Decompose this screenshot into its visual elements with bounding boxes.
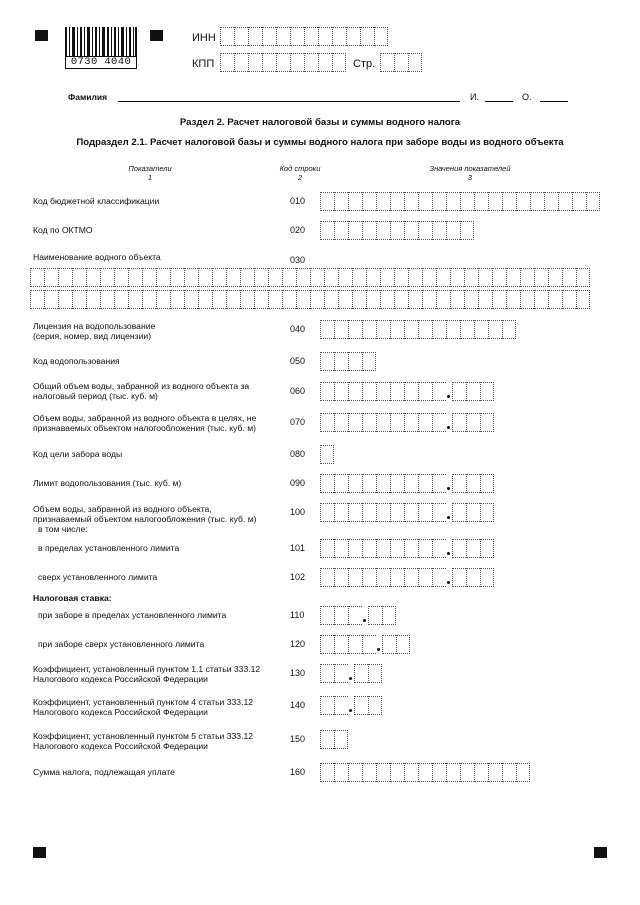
column-header-indicators: Показатели 1 xyxy=(128,164,172,182)
row-label-080: Код цели забора воды xyxy=(33,449,123,459)
corner-marker-top-right xyxy=(150,30,163,41)
field-160[interactable] xyxy=(320,763,530,782)
field-050[interactable] xyxy=(320,352,376,371)
row-label-100: Объем воды, забранной из водного объекта, признаваемый объектом налогообложения (тыс. куб. м) в том числе: xyxy=(33,504,257,534)
row-code-060: 060 xyxy=(290,386,306,396)
row-label-070: Объем воды, забранной из водного объекта в целях, не признаваемых объектом налогообложения (тыс. куб. м) xyxy=(33,413,257,433)
row-label-140: Коэффициент, установленный пунктом 4 статьи 333.12 Налогового кодекса Российской Федерации xyxy=(33,697,254,717)
page-label: Стр. xyxy=(353,58,376,70)
row-label-060: Общий объем воды, забранной из водного объекта за налоговый период (тыс. куб. м) xyxy=(33,381,250,401)
row-label-020: Код по ОКТМО xyxy=(33,225,93,235)
inn-label: ИНН xyxy=(192,32,216,44)
barcode-bars-icon xyxy=(65,27,137,57)
row-label-150: Коэффициент, установленный пунктом 5 статьи 333.12 Налогового кодекса Российской Федерации xyxy=(33,731,254,751)
field-120[interactable] xyxy=(320,635,410,654)
corner-marker-bottom-right xyxy=(594,847,607,858)
column-header-code: Код строки 2 xyxy=(279,164,321,182)
row-label-120: при заборе сверх установленного лимита xyxy=(38,639,205,649)
field-100[interactable] xyxy=(320,503,494,522)
initial-o-label: О. xyxy=(522,92,532,102)
tax-rate-heading: Налоговая ставка: xyxy=(33,593,112,603)
row-label-030: Наименование водного объекта xyxy=(33,252,161,262)
initial-i-label: И. xyxy=(470,92,479,102)
row-code-150: 150 xyxy=(290,734,306,744)
field-140[interactable] xyxy=(320,696,382,715)
section-title: Раздел 2. Расчет налоговой базы и суммы водного налога xyxy=(179,117,461,128)
corner-marker-top-left xyxy=(35,30,48,41)
row-code-110: 110 xyxy=(290,610,305,620)
field-060[interactable] xyxy=(320,382,494,401)
row-label-101: в пределах установленного лимита xyxy=(38,543,180,553)
kpp-label: КПП xyxy=(192,58,215,70)
barcode xyxy=(65,27,137,69)
corner-marker-bottom-left xyxy=(33,847,46,858)
field-040[interactable] xyxy=(320,320,516,339)
row-label-040: Лицензия на водопользование (серия, номер, вид лицензии) xyxy=(33,321,156,341)
field-090[interactable] xyxy=(320,474,494,493)
row-code-030: 030 xyxy=(290,255,306,265)
row-code-040: 040 xyxy=(290,324,306,334)
subsection-title: Подраздел 2.1. Расчет налоговой базы и суммы водного налога при заборе воды из водного объекта xyxy=(76,137,564,148)
row-code-050: 050 xyxy=(290,356,306,366)
row-code-160: 160 xyxy=(290,767,306,777)
row-code-090: 090 xyxy=(290,478,306,488)
field-102[interactable] xyxy=(320,568,494,587)
row-label-160: Сумма налога, подлежащая уплате xyxy=(33,767,175,777)
field-080[interactable] xyxy=(320,445,334,464)
initial-i-field[interactable] xyxy=(485,101,513,102)
surname-field[interactable] xyxy=(118,101,460,102)
row-code-101: 101 xyxy=(290,543,306,553)
row-code-070: 070 xyxy=(290,417,306,427)
column-header-values: Значения показателей 3 xyxy=(429,164,511,182)
inn-field[interactable] xyxy=(220,27,388,46)
row-code-130: 130 xyxy=(290,668,306,678)
field-101[interactable] xyxy=(320,539,494,558)
row-code-102: 102 xyxy=(290,572,306,582)
row-code-020: 020 xyxy=(290,225,306,235)
field-150[interactable] xyxy=(320,730,348,749)
row-code-120: 120 xyxy=(290,639,306,649)
initial-o-field[interactable] xyxy=(540,101,568,102)
field-020[interactable] xyxy=(320,221,474,240)
field-010[interactable] xyxy=(320,192,600,211)
row-label-130: Коэффициент, установленный пунктом 1.1 статьи 333.12 Налогового кодекса Российской Федерации xyxy=(33,664,261,684)
row-code-080: 080 xyxy=(290,449,306,459)
field-030-line-2[interactable] xyxy=(30,290,590,309)
row-label-050: Код водопользования xyxy=(33,356,120,366)
row-code-010: 010 xyxy=(290,196,306,206)
row-code-100: 100 xyxy=(290,507,306,517)
field-030-line-1[interactable] xyxy=(30,268,590,287)
field-110[interactable] xyxy=(320,606,396,625)
barcode-number: 0730 4040 xyxy=(65,56,137,69)
row-label-110: при заборе в пределах установленного лимита xyxy=(38,610,227,620)
field-130[interactable] xyxy=(320,664,382,683)
kpp-field[interactable] xyxy=(220,53,346,72)
row-label-090: Лимит водопользования (тыс. куб. м) xyxy=(33,478,182,488)
row-label-010: Код бюджетной классификации xyxy=(33,196,160,206)
surname-label: Фамилия xyxy=(68,92,108,102)
field-070[interactable] xyxy=(320,413,494,432)
page-number-field[interactable] xyxy=(380,53,422,72)
row-label-102: сверх установленного лимита xyxy=(38,572,158,582)
row-code-140: 140 xyxy=(290,700,306,710)
